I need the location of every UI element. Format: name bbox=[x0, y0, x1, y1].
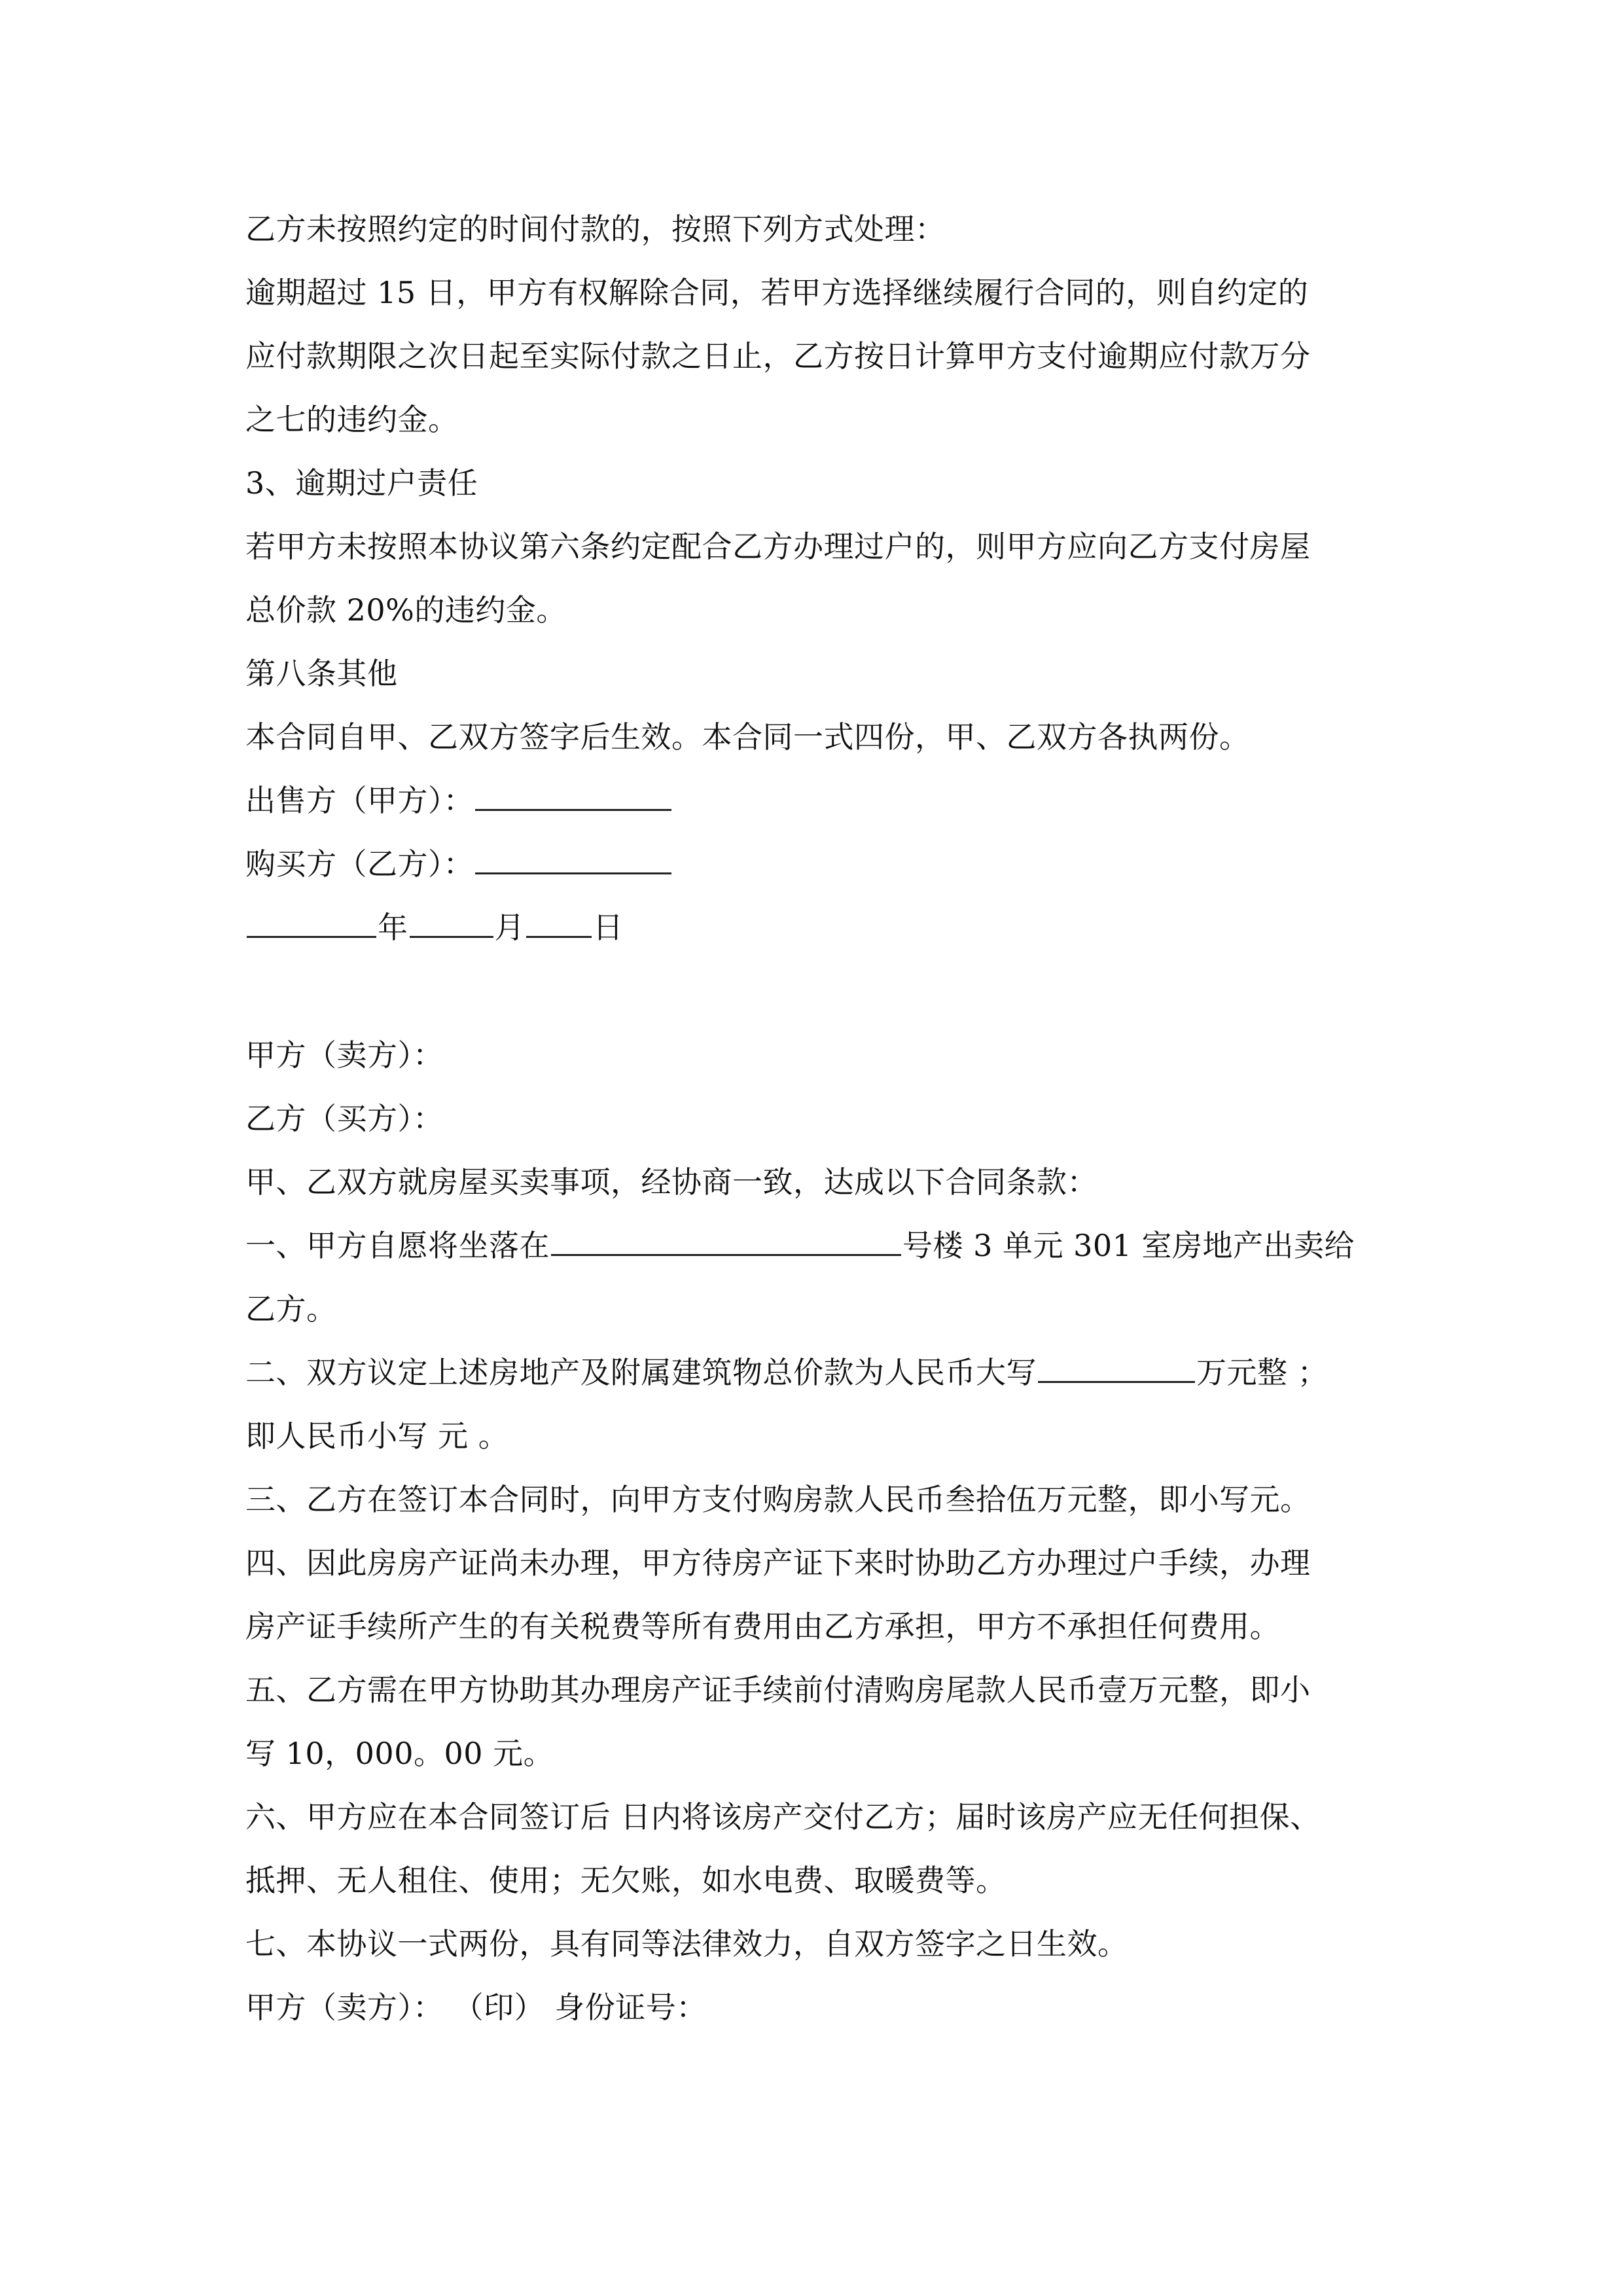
seller-blank bbox=[475, 775, 671, 811]
paragraph-late-transfer-line-1: 若甲方未按照本协议第六条约定配合乙方办理过户的，则甲方应向乙方支付房屋 bbox=[245, 529, 1311, 564]
contract-intro: 甲、乙双方就房屋买卖事项，经协商一致，达成以下合同条款： bbox=[245, 1164, 1097, 1200]
date-line bbox=[245, 901, 624, 954]
clause-6-line-1: 六、甲方应在本合同签订后 日内将该房产交付乙方；届时该房产应无任何担保、 bbox=[245, 1799, 1321, 1835]
heading-article-eight: 第八条其他 bbox=[245, 656, 398, 691]
paragraph-late-payment-line-2: 应付款期限之次日起至实际付款之日止，乙方按日计算甲方支付逾期应付款万分 bbox=[245, 338, 1311, 374]
heading-late-transfer: 3、逾期过户责任 bbox=[245, 465, 478, 501]
party-b-label: 乙方（买方）： bbox=[245, 1101, 444, 1136]
year-blank bbox=[247, 902, 376, 938]
party-a-label: 甲方（卖方）： bbox=[245, 1037, 444, 1073]
buyer-signature-line bbox=[245, 838, 673, 890]
clause-2-prefix: 二、双方议定上述房地产及附属建筑物总价款为人民币大写 bbox=[245, 1355, 1037, 1390]
clause-2-line-2: 即人民币小写 元 。 bbox=[245, 1418, 509, 1454]
paragraph-late-payment-line-1: 逾期超过 15 日，甲方有权解除合同，若甲方选择继续履行合同的，则自约定的 bbox=[245, 275, 1309, 310]
paragraph-late-payment-line-3: 之七的违约金。 bbox=[245, 402, 459, 437]
clause-1-line-1 bbox=[245, 1219, 1355, 1272]
paragraph-late-transfer-line-2: 总价款 20%的违约金。 bbox=[245, 592, 567, 628]
buyer-label: 购买方（乙方）： bbox=[245, 846, 474, 882]
paragraph-late-payment-intro: 乙方未按照约定的时间付款的，按照下列方式处理： bbox=[245, 211, 946, 247]
day-label: 日 bbox=[593, 910, 624, 945]
month-blank bbox=[410, 902, 493, 938]
clause-5-line-2: 写 10，000。00 元。 bbox=[245, 1736, 554, 1771]
property-location-blank bbox=[551, 1220, 901, 1256]
price-words-blank bbox=[1038, 1347, 1195, 1383]
buyer-blank bbox=[475, 838, 671, 874]
clause-2-line-1 bbox=[245, 1346, 1328, 1399]
year-label: 年 bbox=[378, 910, 408, 945]
clause-2-suffix: 万元整 ； bbox=[1196, 1355, 1329, 1390]
clause-1-prefix: 一、甲方自愿将坐落在 bbox=[245, 1228, 550, 1263]
paragraph-article-eight: 本合同自甲、乙双方签字后生效。本合同一式四份，甲、乙双方各执两份。 bbox=[245, 719, 1250, 755]
clause-1-line-2: 乙方。 bbox=[245, 1291, 337, 1327]
signature-line: 甲方（卖方）： （印） 身份证号： bbox=[245, 1990, 707, 2025]
month-label: 月 bbox=[494, 910, 525, 945]
seller-label: 出售方（甲方）： bbox=[245, 783, 474, 818]
clause-4-line-1: 四、因此房房产证尚未办理，甲方待房产证下来时协助乙方办理过户手续，办理 bbox=[245, 1545, 1311, 1581]
clause-6-line-2: 抵押、无人租住、使用；无欠账，如水电费、取暖费等。 bbox=[245, 1863, 1007, 1898]
clause-7: 七、本协议一式两份，具有同等法律效力，自双方签字之日生效。 bbox=[245, 1926, 1128, 1962]
day-blank bbox=[526, 902, 592, 938]
seller-signature-line bbox=[245, 774, 673, 827]
clause-1-suffix: 号楼 3 单元 301 室房地产出卖给 bbox=[902, 1228, 1355, 1263]
clause-3: 三、乙方在签订本合同时，向甲方支付购房款人民币叁拾伍万元整，即小写元。 bbox=[245, 1482, 1311, 1517]
clause-4-line-2: 房产证手续所产生的有关税费等所有费用由乙方承担，甲方不承担任何费用。 bbox=[245, 1609, 1280, 1644]
clause-5-line-1: 五、乙方需在甲方协助其办理房产证手续前付清购房尾款人民币壹万元整，即小 bbox=[245, 1672, 1311, 1708]
